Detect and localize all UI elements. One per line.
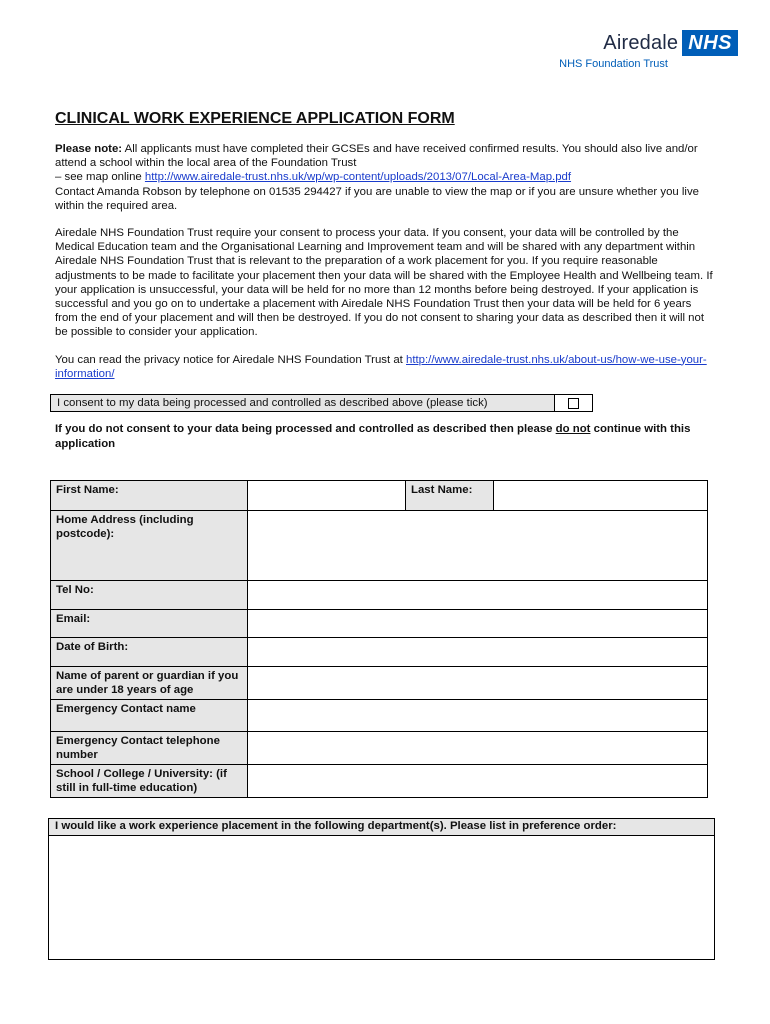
- privacy-paragraph: [55, 353, 715, 381]
- warning-part-1: If you do not consent to your data being processed and controlled as described then please: [55, 423, 556, 436]
- page-title: CLINICAL WORK EXPERIENCE APPLICATION FORM: [55, 110, 455, 127]
- table-row: [51, 581, 708, 610]
- dob-field[interactable]: [248, 638, 708, 667]
- table-row: [51, 765, 708, 798]
- emergency-phone-field[interactable]: [248, 732, 708, 765]
- note-text-3: Contact Amanda Robson by telephone on 01535 294427 if you are unable to view the map or if you are unsure whether you live within the required area.: [55, 185, 699, 212]
- logo-subtitle: NHS Foundation Trust: [559, 58, 668, 70]
- emergency-phone-label: Emergency Contact telephone number: [51, 732, 248, 765]
- table-row: [51, 511, 708, 581]
- tel-field[interactable]: [248, 581, 708, 610]
- logo-trust-name: Airedale: [603, 31, 679, 54]
- table-row: [51, 481, 708, 511]
- department-preference-header: I would like a work experience placement in the following department(s). Please list in preference order:: [49, 819, 714, 836]
- consent-paragraph: Airedale NHS Foundation Trust require your consent to process your data. If you consent, your data will be controlled by the Medical Education team and the Organisational Learning and Improvement team and will be shared with any department within Airedale NHS Foundation Trust that is relevant to the preparation of a work placement for you. If you require reasonable adjustments to be made to facilitate your placement then your data will be shared with the Employee Health and Wellbeing team. If your application is unsuccessful, your data will be held for no more than 12 months before being destroyed. If your application is successful and you go on to undertake a placement with Airedale NHS Foundation Trust then your data will be held for 6 years from the end of your placement and will then be destroyed. If you do not consent to sharing your data as described then it will not be possible to consider your application.: [55, 227, 713, 339]
- applicant-details-table: [50, 480, 708, 798]
- school-field[interactable]: [248, 765, 708, 798]
- department-preference-field[interactable]: [49, 836, 714, 961]
- note-text-2: – see map online: [55, 171, 145, 184]
- privacy-text: You can read the privacy notice for Airedale NHS Foundation Trust at: [55, 353, 406, 366]
- nhs-logo: [559, 30, 738, 70]
- dob-label: Date of Birth:: [51, 638, 248, 667]
- warning-part-2: continue with this application: [55, 423, 691, 451]
- tel-label: Tel No:: [51, 581, 248, 610]
- consent-row: [50, 394, 593, 412]
- consent-checkbox[interactable]: [568, 398, 579, 409]
- logo-nhs-badge: NHS: [682, 30, 738, 56]
- table-row: [51, 610, 708, 638]
- last-name-label: Last Name:: [406, 481, 494, 511]
- note-text-1: All applicants must have completed their GCSEs and have received confirmed results. You should also live and/or attend a school within the local area of the Foundation Trust: [55, 143, 698, 170]
- emergency-name-label: Emergency Contact name: [51, 700, 248, 732]
- consent-checkbox-cell[interactable]: [555, 395, 592, 411]
- note-paragraph: [55, 142, 715, 213]
- form-intro: [55, 110, 715, 464]
- last-name-field[interactable]: [494, 481, 708, 511]
- warning-underlined: do not: [555, 423, 591, 436]
- map-link[interactable]: http://www.airedale-trust.nhs.uk/wp/wp-content/uploads/2013/07/Local-Area-Map.pdf: [144, 171, 572, 184]
- guardian-field[interactable]: [248, 667, 708, 700]
- emergency-name-field[interactable]: [248, 700, 708, 732]
- school-label: School / College / University: (if still in full-time education): [51, 765, 248, 798]
- home-address-label: Home Address (including postcode):: [51, 511, 248, 581]
- consent-warning: [55, 422, 715, 452]
- table-row: [51, 732, 708, 765]
- email-label: Email:: [51, 610, 248, 638]
- privacy-link[interactable]: http://www.airedale-trust.nhs.uk/about-us/how-we-use-your-information/: [55, 353, 707, 380]
- guardian-label: Name of parent or guardian if you are under 18 years of age: [51, 667, 248, 700]
- table-row: [51, 700, 708, 732]
- note-label: Please note:: [55, 143, 123, 155]
- first-name-label: First Name:: [51, 481, 248, 511]
- home-address-field[interactable]: [248, 511, 708, 581]
- table-row: [51, 667, 708, 700]
- email-field[interactable]: [248, 610, 708, 638]
- department-preference-box: [48, 818, 715, 960]
- first-name-field[interactable]: [248, 481, 406, 511]
- table-row: [51, 638, 708, 667]
- consent-label: I consent to my data being processed and controlled as described above (please tick): [51, 395, 555, 411]
